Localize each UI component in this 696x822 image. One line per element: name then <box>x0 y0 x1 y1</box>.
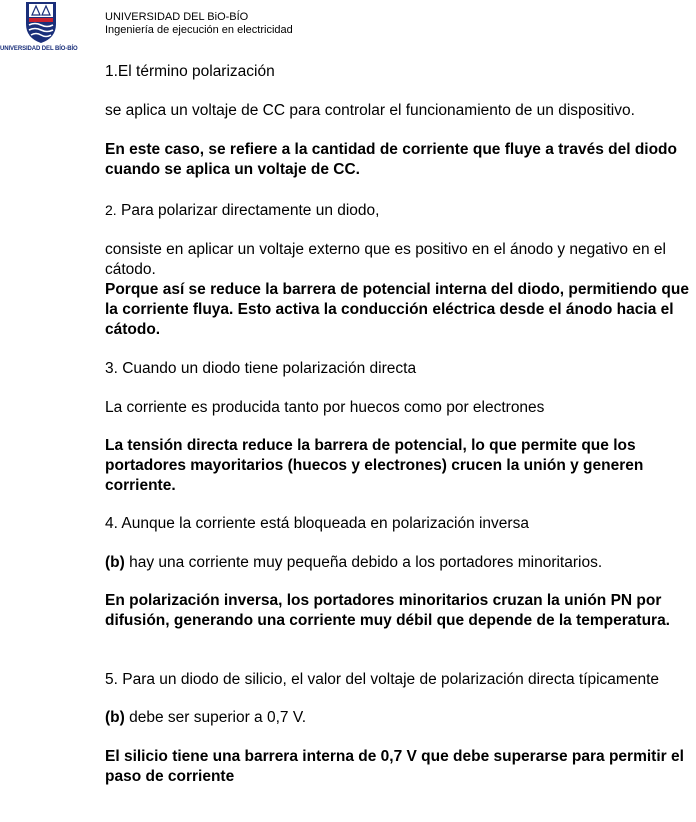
question-5-option: (b) <box>105 709 125 726</box>
university-name: UNIVERSIDAD DEL BiO-BÍO <box>105 11 249 23</box>
question-2-explanation: Porque así se reduce la barrera de potencial interna del diodo, permitiendo que la corriente fluya. Esto activa la conducción eléctrica desde el ánodo hacia el cátodo. <box>105 281 689 338</box>
question-5-explanation: El silicio tiene una barrera interna de 0,7 V que debe superarse para permitir el paso de corriente <box>105 748 684 785</box>
question-4-explanation: En polarización inversa, los portadores minoritarios cruzan la unión PN por difusión, generando una corriente muy débil que depende de la temperatura. <box>105 592 670 629</box>
question-3-title: 3. Cuando un diodo tiene polarización directa <box>105 360 417 377</box>
document-header <box>105 11 293 37</box>
question-1-explanation: En este caso, se refiere a la cantidad de corriente que fluye a través del diodo cuando se aplica un voltaje de CC. <box>105 141 677 178</box>
question-3-answer: La corriente es producida tanto por huecos como por electrones <box>105 399 545 416</box>
logo-caption: UNIVERSIDAD DEL BÍO-BÍO <box>0 46 78 52</box>
document-body <box>105 62 695 787</box>
question-3-explanation: La tensión directa reduce la barrera de potencial, lo que permite que los portadores mayoritarios (huecos y electrones) crucen la unión y generen corriente. <box>105 437 644 494</box>
question-5-answer-text: debe ser superior a 0,7 V. <box>124 709 307 726</box>
question-2-number: 2. <box>105 202 117 218</box>
department-name: Ingeniería de ejecución en electricidad <box>105 24 293 36</box>
question-5-title: 5. Para un diodo de silicio, el valor del voltaje de polarización directa típicamente <box>105 671 660 688</box>
question-4-title: 4. Aunque la corriente está bloqueada en polarización inversa <box>105 515 529 532</box>
question-1-title: 1.El término polarización <box>105 63 275 80</box>
university-logo <box>0 0 78 56</box>
question-4-option: (b) <box>105 554 125 571</box>
question-2-title-text: Para polarizar directamente un diodo, <box>116 202 380 219</box>
question-1-answer: se aplica un voltaje de CC para controlar el funcionamiento de un dispositivo. <box>105 102 635 119</box>
question-2-title <box>105 200 695 221</box>
question-2-answer: consiste en aplicar un voltaje externo que es positivo en el ánodo y negativo en el cátodo. <box>105 241 666 278</box>
university-shield-icon <box>24 0 58 44</box>
question-4-answer-text: hay una corriente muy pequeña debido a los portadores minoritarios. <box>124 554 603 571</box>
question-4-answer <box>105 553 695 573</box>
question-5-answer <box>105 708 695 728</box>
